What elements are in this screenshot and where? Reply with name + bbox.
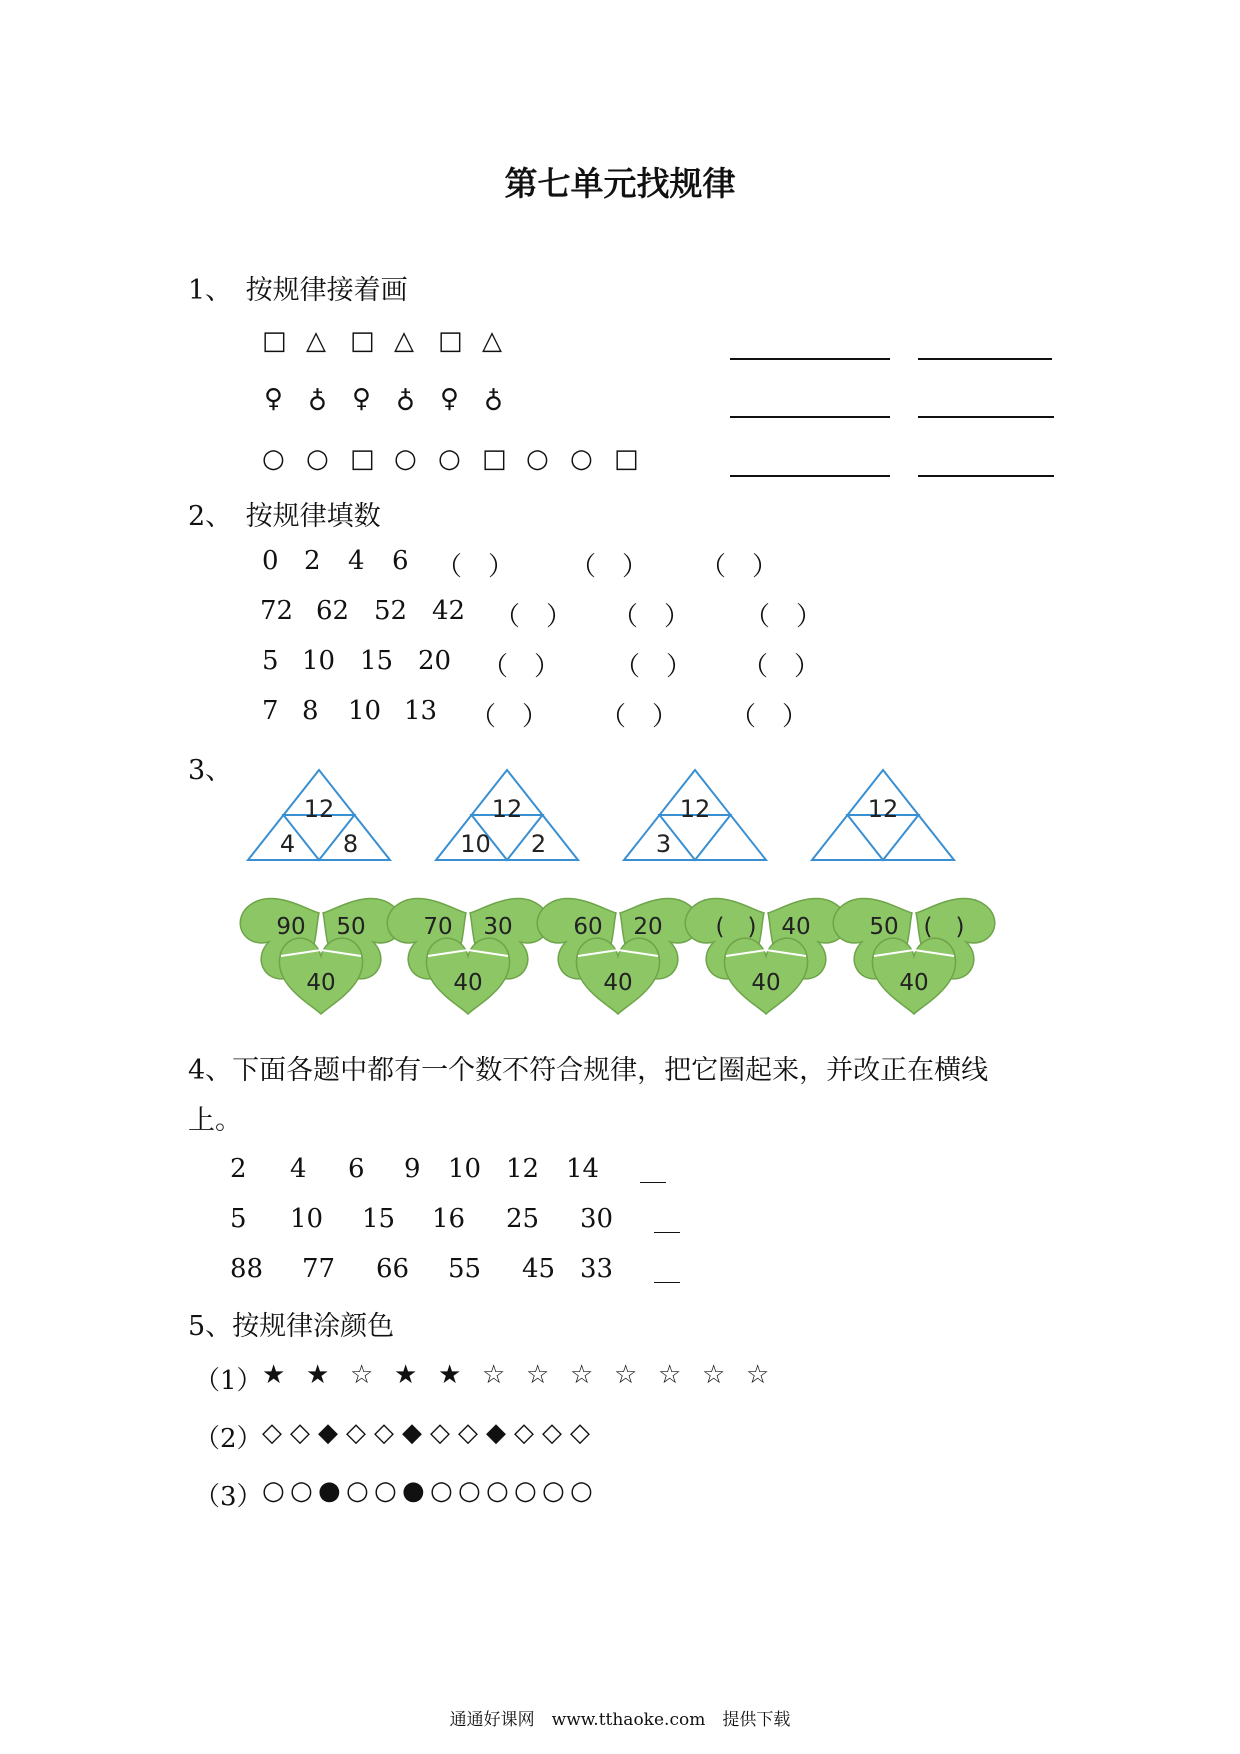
star-outline-icon[interactable]: ☆ [570,1360,594,1390]
triangle-top-number: 12 [491,795,523,823]
diamond-filled-icon[interactable]: ◆ [318,1418,338,1448]
shape-circle: ○ [262,444,285,474]
symbol-female: ♀ [352,384,372,414]
diamond-outline-icon[interactable]: ◇ [458,1418,478,1448]
triangle-left-number: 3 [655,830,672,858]
clover-left-number: 50 [869,914,899,940]
clover-right-number: 30 [483,914,513,940]
star-filled-icon[interactable]: ★ [394,1360,418,1390]
answer-line[interactable] [918,358,1052,360]
number: 10 [302,646,336,676]
shape-square: □ [350,326,375,356]
answer-blank[interactable]: （ ） [600,702,679,732]
triangle-top-number: 12 [679,795,711,823]
circle-outline-icon[interactable]: ○ [570,1476,593,1506]
answer-blank[interactable]: （ ） [482,652,561,682]
symbol-male: ♁ [484,384,504,414]
number: 12 [506,1154,540,1184]
number: 42 [432,596,466,626]
number: 33 [580,1254,614,1284]
number: 2 [304,546,321,576]
number: 30 [580,1204,614,1234]
q4-row-3 [0,1254,1240,1290]
number: 10 [290,1204,324,1234]
number: 25 [506,1204,540,1234]
q2-row-1 [0,546,1240,582]
star-outline-icon[interactable]: ☆ [526,1360,550,1390]
shape-circle: ○ [438,444,461,474]
number-triangle [624,770,766,860]
answer-blank[interactable]: （ ） [436,552,515,582]
star-outline-icon[interactable]: ☆ [482,1360,506,1390]
star-filled-icon[interactable]: ★ [262,1360,286,1390]
answer-line[interactable] [918,475,1054,477]
number: 6 [392,546,409,576]
correction-line[interactable] [640,1182,666,1183]
q3-heading: 3、 [188,755,233,786]
q1-heading: 1、 按规律接着画 [188,275,408,306]
answer-blank[interactable]: （ ） [612,602,691,632]
clover-puzzle [826,880,1003,1014]
circle-outline-icon[interactable]: ○ [262,1476,285,1506]
q1-row-3 [0,444,1240,480]
q4-heading-continued: 上。 [188,1105,242,1136]
number: 66 [376,1254,410,1284]
shape-triangle: △ [482,326,502,356]
answer-blank[interactable]: （ ） [700,552,779,582]
diamond-outline-icon[interactable]: ◇ [290,1418,310,1448]
clover-puzzles [0,880,1240,1020]
star-filled-icon[interactable]: ★ [306,1360,330,1390]
answer-blank[interactable]: （ ） [494,602,573,632]
answer-blank[interactable]: （ ） [614,652,693,682]
q2-row-2 [0,596,1240,632]
answer-line[interactable] [918,416,1054,418]
page-title: 第七单元找规律 [504,164,736,203]
number: 15 [362,1204,396,1234]
triangle-right-number: 2 [530,830,547,858]
clover-bottom-number: 40 [306,970,336,996]
circle-filled-icon[interactable]: ● [318,1476,341,1506]
clover-right-number: 40 [781,914,811,940]
clover-bottom-number: 40 [453,970,483,996]
answer-line[interactable] [730,416,890,418]
row-label: （1） [194,1366,263,1396]
number: 2 [230,1154,247,1184]
number: 4 [290,1154,307,1184]
number: 77 [302,1254,336,1284]
diamond-filled-icon[interactable]: ◆ [486,1418,506,1448]
answer-blank[interactable]: （ ） [742,652,821,682]
row-label: （3） [194,1482,263,1512]
clover-right-number: 50 [336,914,366,940]
number: 13 [404,696,438,726]
number: 8 [302,696,319,726]
number: 4 [348,546,365,576]
q2-heading: 2、 按规律填数 [188,501,381,532]
triangle-top-number: 12 [867,795,899,823]
clover-puzzle [678,880,855,1014]
diamond-outline-icon[interactable]: ◇ [514,1418,534,1448]
clover-bottom-number: 40 [751,970,781,996]
answer-blank[interactable]: （ ） [470,702,549,732]
number: 6 [348,1154,365,1184]
answer-blank[interactable]: （ ） [730,702,809,732]
symbol-female: ♀ [440,384,460,414]
q4-row-2 [0,1204,1240,1240]
triangle-puzzles [0,760,1240,870]
row-label: （2） [194,1424,263,1454]
shape-square: □ [614,444,639,474]
symbol-male: ♁ [308,384,328,414]
star-filled-icon[interactable]: ★ [438,1360,462,1390]
clover-right-number: ( ) [923,914,965,940]
diamond-outline-icon[interactable]: ◇ [346,1418,366,1448]
q4-heading: 4、下面各题中都有一个数不符合规律，把它圈起来，并改正在横线 [188,1055,989,1086]
number: 55 [448,1254,482,1284]
clover-left-number: 90 [276,914,306,940]
shape-square: □ [438,326,463,356]
circle-outline-icon[interactable]: ○ [346,1476,369,1506]
number-triangle [812,770,954,860]
circle-outline-icon[interactable]: ○ [430,1476,453,1506]
shape-square: □ [350,444,375,474]
symbol-male: ♁ [396,384,416,414]
shape-triangle: △ [394,326,414,356]
number: 52 [374,596,408,626]
number: 45 [522,1254,556,1284]
triangle-left-number: 4 [279,830,296,858]
diamond-outline-icon[interactable]: ◇ [542,1418,562,1448]
shape-square: □ [482,444,507,474]
number: 5 [230,1204,247,1234]
q5-row-1 [0,1360,1240,1396]
symbol-female: ♀ [264,384,284,414]
clover-puzzle [233,880,410,1014]
shape-square: □ [262,326,287,356]
footer-credit: 通通好课网 www.tthaoke.com 提供下载 [449,1710,791,1730]
number: 62 [316,596,350,626]
shape-circle: ○ [306,444,329,474]
number: 9 [404,1154,421,1184]
shape-circle: ○ [526,444,549,474]
star-outline-icon[interactable]: ☆ [658,1360,682,1390]
number: 5 [262,646,279,676]
answer-line[interactable] [730,358,890,360]
q2-row-4 [0,696,1240,732]
clover-puzzle [380,880,557,1014]
clover-left-number: 60 [573,914,603,940]
q2-row-3 [0,646,1240,682]
number: 88 [230,1254,264,1284]
shape-circle: ○ [570,444,593,474]
shape-circle: ○ [394,444,417,474]
q5-row-3 [0,1476,1240,1512]
number-triangle [436,770,578,860]
number: 10 [348,696,382,726]
q5-heading: 5、按规律涂颜色 [188,1311,395,1342]
diamond-outline-icon[interactable]: ◇ [374,1418,394,1448]
triangle-left-number: 10 [460,830,491,858]
diamond-outline-icon[interactable]: ◇ [430,1418,450,1448]
circle-outline-icon[interactable]: ○ [514,1476,537,1506]
number: 16 [432,1204,466,1234]
answer-blank[interactable]: （ ） [570,552,649,582]
correction-line[interactable] [654,1282,680,1283]
answer-line[interactable] [730,475,890,477]
clover-left-number: ( ) [715,914,757,940]
circle-outline-icon[interactable]: ○ [290,1476,313,1506]
shape-triangle: △ [306,326,326,356]
diamond-outline-icon[interactable]: ◇ [262,1418,282,1448]
circle-outline-icon[interactable]: ○ [458,1476,481,1506]
number-triangle [248,770,390,860]
q5-row-2 [0,1418,1240,1454]
clover-right-number: 20 [633,914,663,940]
answer-blank[interactable]: （ ） [744,602,823,632]
diamond-outline-icon[interactable]: ◇ [570,1418,590,1448]
number: 20 [418,646,452,676]
star-outline-icon[interactable]: ☆ [746,1360,770,1390]
star-outline-icon[interactable]: ☆ [614,1360,638,1390]
number: 14 [566,1154,600,1184]
circle-outline-icon[interactable]: ○ [374,1476,397,1506]
q4-row-1 [0,1154,1240,1190]
correction-line[interactable] [654,1232,680,1233]
clover-puzzle [530,880,707,1014]
circle-outline-icon[interactable]: ○ [486,1476,509,1506]
q1-row-2 [0,384,1240,420]
number: 7 [262,696,279,726]
clover-bottom-number: 40 [899,970,929,996]
circle-outline-icon[interactable]: ○ [542,1476,565,1506]
clover-left-number: 70 [423,914,453,940]
clover-bottom-number: 40 [603,970,633,996]
triangle-right-number: 8 [342,830,359,858]
star-outline-icon[interactable]: ☆ [350,1360,374,1390]
number: 72 [260,596,294,626]
triangle-top-number: 12 [303,795,335,823]
diamond-filled-icon[interactable]: ◆ [402,1418,422,1448]
star-outline-icon[interactable]: ☆ [702,1360,726,1390]
q1-row-1 [0,326,1240,362]
number: 0 [262,546,279,576]
number: 15 [360,646,394,676]
number: 10 [448,1154,482,1184]
circle-filled-icon[interactable]: ● [402,1476,425,1506]
